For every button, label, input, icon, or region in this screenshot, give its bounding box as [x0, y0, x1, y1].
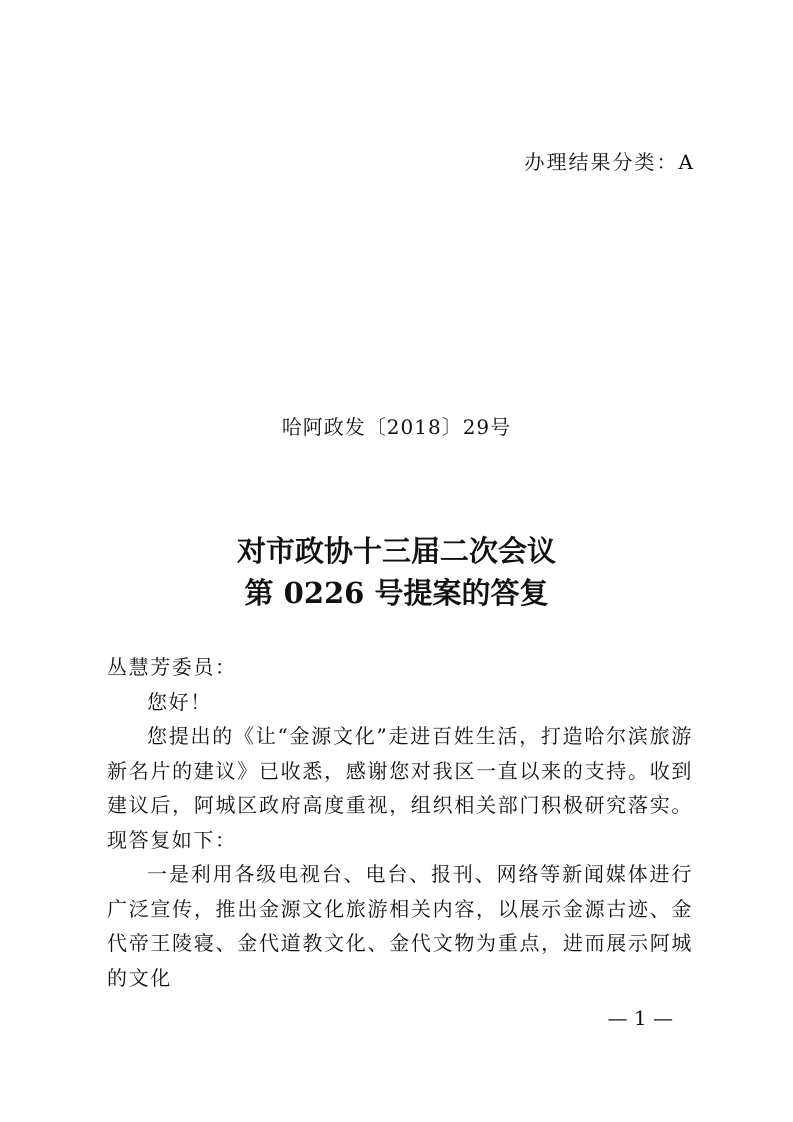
classification-label: 办理结果分类：A — [524, 150, 695, 174]
document-body — [107, 650, 693, 995]
page-number: — 1 — — [607, 1006, 673, 1030]
greeting: 您好！ — [147, 689, 212, 714]
paragraph-2: 一是利用各级电视台、电台、报刊、网络等新闻媒体进行广泛宣传，推出金源文化旅游相关内容，以展示金源古迹、金代帝王陵寝、金代道教文化、金代文物为重点，进而展示阿城的文化 — [107, 862, 693, 990]
document-number: 哈阿政发〔2018〕29号 — [281, 415, 512, 439]
document-title — [0, 530, 793, 614]
salutation: 丛慧芳委员： — [107, 655, 237, 679]
paragraph-1: 您提出的《让“金源文化”走进百姓生活，打造哈尔滨旅游新名片的建议》已收悉，感谢您对我区一直以来的支持。收到建议后，阿城区政府高度重视，组织相关部门积极研究落实。现答复如下： — [107, 724, 693, 852]
title-line-2: 第 0226 号提案的答复 — [244, 576, 549, 610]
title-line-1: 对市政协十三届二次会议 — [236, 534, 556, 568]
